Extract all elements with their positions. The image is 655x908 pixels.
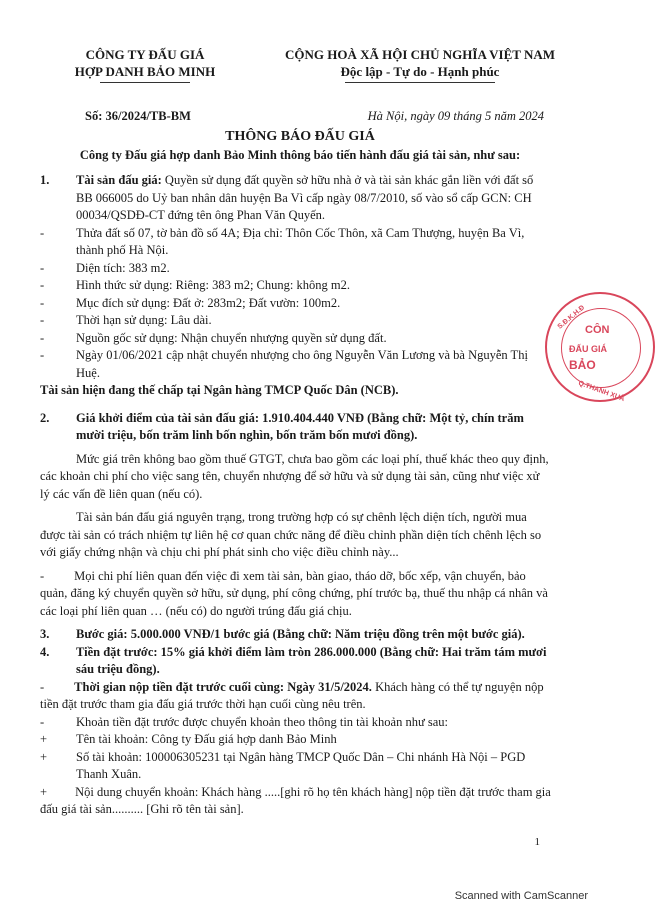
transfer-content: [40, 784, 552, 819]
item-text: Nguồn gốc sử dụng: Nhận chuyển nhượng quyền sử dụng đất.: [76, 330, 387, 345]
scanner-watermark: Scanned with CamScanner: [454, 890, 588, 902]
country-name: CỘNG HOÀ XÃ HỘI CHỦ NGHĨA VIỆT NAM: [284, 47, 556, 62]
account-name: [40, 731, 552, 749]
plus-marker: +: [40, 784, 48, 799]
account-number-text: Số tài khoản: 100006305231 tại Ngân hàng TMCP Quốc Dân – Chi nhánh Hà Nội – PGD Thanh Xuân.: [76, 749, 526, 781]
deadline-text: Khách hàng có thể tự nguyện nộp tiền đặt trước tham gia đấu giá trước thời hạn cuối cùng nêu trên.: [40, 679, 544, 711]
stamp-text: CÔN: [585, 324, 610, 336]
plus-marker: +: [40, 749, 48, 764]
page-number: 1: [534, 836, 540, 848]
section-3-number: 3.: [40, 627, 50, 641]
national-header: [255, 46, 585, 83]
section-1-item: [40, 347, 552, 382]
dash-marker: -: [40, 295, 45, 310]
section-1-item: [40, 330, 552, 348]
document-body: [40, 172, 552, 819]
section-1-text: Quyền sử dụng đất quyền sở hữu nhà ở và tài sản khác gắn liền với đất số BB 066005 do Uỷ ban nhân dân huyện Ba Vì cấp ngày 08/7/2010, số vào sổ cấp GCN: CH 00034/QSDĐ-CT đứng tên ông Phan Văn Quyến.: [76, 173, 534, 222]
dash-marker: -: [40, 278, 45, 292]
section-4-number: 4.: [40, 644, 50, 659]
dash-marker: -: [40, 313, 45, 327]
account-name-text: Tên tài khoản: Công ty Đấu giá hợp danh Bảo Minh: [76, 732, 337, 746]
document-title: THÔNG BÁO ĐẤU GIÁ: [225, 129, 375, 144]
reference-number: Số: 36/2024/TB-BM: [85, 109, 191, 123]
section-4: [40, 644, 552, 679]
company-stamp: [545, 292, 655, 402]
stamp-text: S.Đ.K.H.Đ: [556, 304, 587, 331]
document-date: Hà Nội, ngày 09 tháng 5 năm 2024: [367, 109, 544, 123]
section-1-heading: Tài sản đấu giá:: [76, 173, 162, 187]
motto-underline: [345, 82, 495, 83]
dash-marker: -: [40, 260, 45, 275]
dash-marker: -: [40, 348, 45, 362]
plus-marker: +: [40, 732, 48, 746]
account-number: [40, 749, 552, 784]
company-name-line2: HỢP DANH BẢO MINH: [74, 64, 216, 79]
section-1: [40, 172, 552, 225]
section-4-text: Tiền đặt trước: 15% giá khởi điểm làm tròn 286.000.000 (Bằng chữ: Hai trăm tám mươi sáu triệu đồng).: [76, 644, 547, 676]
company-underline: [100, 82, 190, 83]
mortgage-note: Tài sản hiện đang thế chấp tại Ngân hàng TMCP Quốc Dân (NCB).: [40, 383, 399, 397]
item-text: Thửa đất số 07, tờ bản đồ số 4A; Địa chỉ: Thôn Cốc Thôn, xã Cam Thượng, huyện Ba Vì, thành phố Hà Nội.: [76, 225, 525, 257]
stamp-text: ĐẤU GIÁ: [569, 344, 607, 354]
dash-marker: -: [40, 225, 45, 240]
company-name-line1: CÔNG TY ĐẤU GIÁ: [85, 47, 205, 62]
company-header: [40, 46, 250, 83]
section-2-number: 2.: [40, 410, 50, 425]
item-text: Mục đích sử dụng: Đất ở: 283m2; Đất vườn: 100m2.: [76, 295, 341, 310]
section-2: [40, 410, 552, 445]
section-2-heading: Giá khởi điểm của tài sản đấu giá: 1.910.404.440 VNĐ (Bằng chữ: Một tỷ, chín trăm mười triệu, bốn trăm linh bốn nghìn, bốn trăm bốn mươi đồng).: [76, 410, 524, 442]
transfer-intro: [40, 714, 552, 732]
dash-marker: -: [40, 679, 45, 694]
section-1-item: [40, 295, 552, 313]
section-1-item: [40, 260, 552, 278]
section-1-item: [40, 312, 552, 330]
item-text: Diện tích: 383 m2.: [76, 260, 170, 275]
document-intro: Công ty Đấu giá hợp danh Bảo Minh thông báo tiến hành đấu giá tài sản, như sau:: [79, 148, 521, 162]
stamp-text: Q.THANH XUÂ: [577, 379, 626, 404]
dash-marker: -: [40, 568, 45, 583]
transfer-content-text: Nội dung chuyển khoản: Khách hàng .....[ghi rõ họ tên khách hàng] nộp tiền đặt trước tham gia đấu giá tài sản.......... [Ghi rõ tên tài sản].: [40, 784, 551, 816]
dash-marker: -: [40, 714, 45, 729]
section-3-text: Bước giá: 5.000.000 VNĐ/1 bước giá (Bằng chữ: Năm triệu đồng trên một bước giá).: [76, 627, 525, 641]
paragraph-text: Mọi chi phí liên quan đến việc đi xem tài sản, bàn giao, tháo dỡ, bốc xếp, vận chuyển, bảo quản, đăng ký chuyển quyền sở hữu, sử dụng, phí công chứng, phí trước bạ, thuế thu nhập cá nhân và các loại phí liên quan … (nếu có) do người trúng đấu giá chịu.: [40, 568, 548, 618]
item-text: Hình thức sử dụng: Riêng: 383 m2; Chung: không m2.: [76, 278, 350, 292]
deposit-deadline: [40, 679, 552, 714]
section-1-item: [40, 225, 552, 260]
section-3: [40, 626, 552, 644]
section-1-item: [40, 277, 552, 295]
deadline-bold-text: Thời gian nộp tiền đặt trước cuối cùng: Ngày 31/5/2024.: [74, 679, 372, 694]
section-2-paragraph: Mức giá trên không bao gồm thuế GTGT, chưa bao gồm các loại phí, thuế khác theo quy định, các khoản chi phí cho việc sang tên, chuyển nhượng để sở hữu và sử dụng tài sản, cũng như việc xử lý các vấn đề liên quan (nếu có).: [40, 451, 549, 501]
section-2-paragraph: [40, 568, 552, 621]
dash-marker: -: [40, 330, 45, 345]
stamp-text: BẢO: [569, 358, 596, 372]
section-1-number: 1.: [40, 173, 50, 187]
national-motto: Độc lập - Tự do - Hạnh phúc: [340, 64, 500, 79]
item-text: Ngày 01/06/2021 cập nhật chuyển nhượng cho ông Nguyễn Văn Lương và bà Nguyễn Thị Huệ.: [76, 348, 528, 380]
transfer-intro-text: Khoản tiền đặt trước được chuyển khoản theo thông tin tài khoản như sau:: [76, 714, 449, 729]
section-2-paragraph: Tài sản bán đấu giá nguyên trạng, trong trường hợp có sự chênh lệch diện tích, người mua được tài sản có trách nhiệm tự liên hệ cơ quan chức năng để điều chỉnh phần diện tích chênh lệch so với giấy chứng nhận và chịu chi phí phát sinh cho việc điều chỉnh này...: [40, 510, 542, 559]
item-text: Thời hạn sử dụng: Lâu dài.: [76, 313, 212, 327]
